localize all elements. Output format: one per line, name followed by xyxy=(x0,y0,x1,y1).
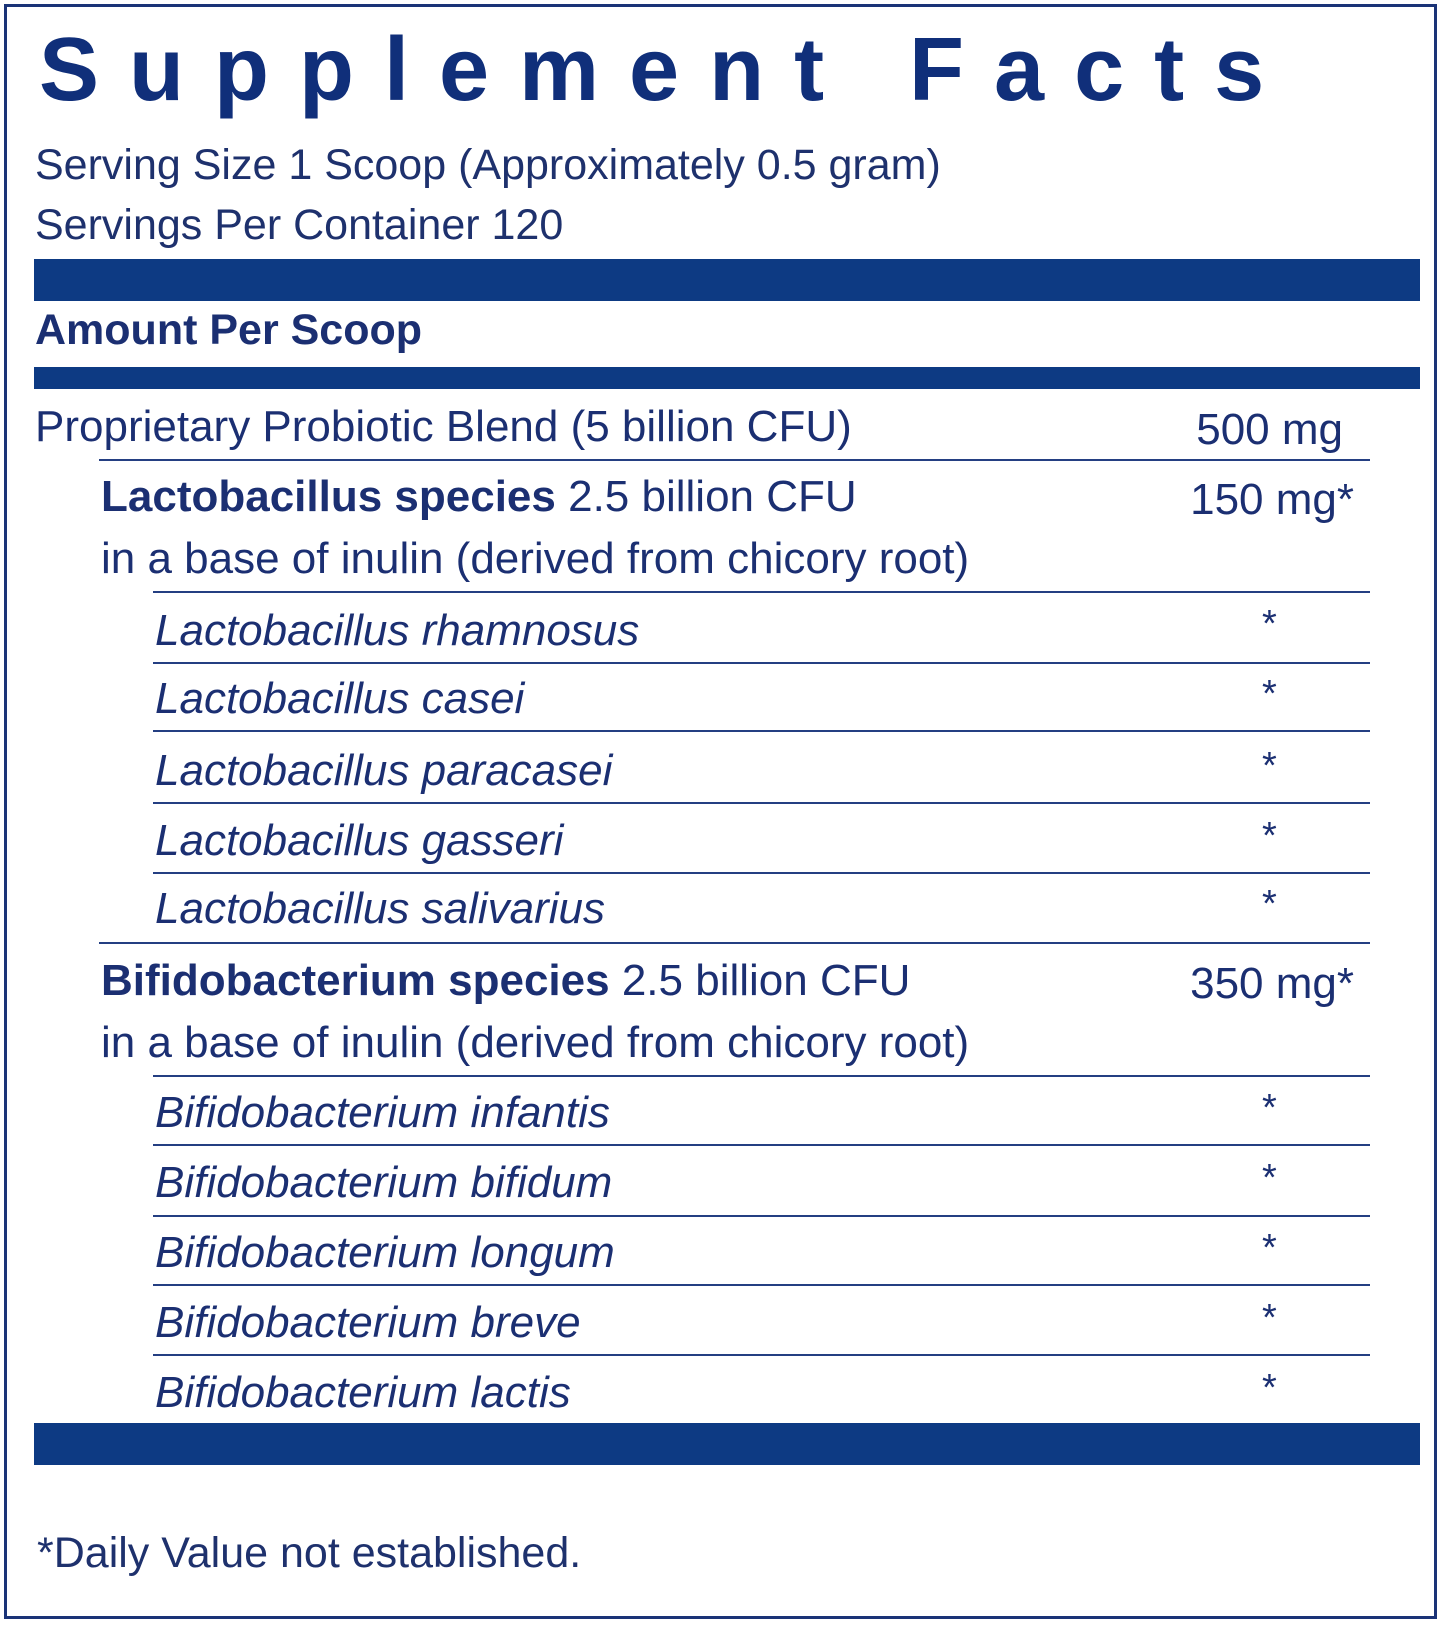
divider xyxy=(153,662,1370,664)
strain-daily-value-mark: * xyxy=(1262,883,1277,925)
strain-daily-value-mark: * xyxy=(1262,673,1277,715)
blend-name: Proprietary Probiotic Blend (5 billion CFU) xyxy=(35,402,852,451)
lacto-strain: Lactobacillus rhamnosus xyxy=(155,606,640,655)
top-thick-bar xyxy=(34,259,1420,301)
strain-daily-value-mark: * xyxy=(1262,603,1277,645)
amount-per-serving-header: Amount Per Scoop xyxy=(35,306,423,354)
panel-title: Supplement Facts xyxy=(39,20,1295,120)
lacto-strain: Lactobacillus casei xyxy=(155,674,525,723)
divider xyxy=(153,1215,1370,1217)
divider xyxy=(153,1075,1370,1077)
divider xyxy=(153,1354,1370,1356)
lacto-strain: Lactobacillus salivarius xyxy=(155,884,605,933)
strain-daily-value-mark: * xyxy=(1262,1297,1277,1339)
bifido-group-base: in a base of inulin (derived from chicory root) xyxy=(101,1018,970,1067)
lacto-group-amount: 150 mg* xyxy=(1190,475,1354,524)
blend-amount: 500 mg xyxy=(1196,405,1343,454)
bifido-group-cfu: 2.5 billion CFU xyxy=(609,956,911,1005)
bifido-strain: Bifidobacterium lactis xyxy=(155,1368,571,1417)
strain-daily-value-mark: * xyxy=(1262,1227,1277,1269)
bifido-strain: Bifidobacterium breve xyxy=(155,1298,581,1347)
divider xyxy=(153,1144,1370,1146)
lacto-group-name xyxy=(101,472,857,521)
lacto-strain: Lactobacillus paracasei xyxy=(155,746,613,795)
servings-per-container: Servings Per Container 120 xyxy=(35,201,564,250)
bifido-group-amount: 350 mg* xyxy=(1190,959,1354,1008)
bifido-strain: Bifidobacterium longum xyxy=(155,1228,615,1277)
serving-info xyxy=(35,135,941,255)
serving-size: Serving Size 1 Scoop (Approximately 0.5 gram) xyxy=(35,141,941,189)
header-divider-bar xyxy=(34,367,1420,389)
daily-value-footnote: *Daily Value not established. xyxy=(37,1529,582,1577)
strain-daily-value-mark: * xyxy=(1262,1157,1277,1199)
divider xyxy=(153,872,1370,874)
divider xyxy=(153,802,1370,804)
lacto-strain: Lactobacillus gasseri xyxy=(155,816,564,865)
divider xyxy=(153,1284,1370,1286)
divider xyxy=(153,730,1370,732)
lacto-group-cfu: 2.5 billion CFU xyxy=(555,472,857,521)
strain-daily-value-mark: * xyxy=(1262,745,1277,787)
bifido-group-bold: Bifidobacterium species xyxy=(101,956,610,1005)
divider xyxy=(153,591,1370,593)
bifido-strain: Bifidobacterium infantis xyxy=(155,1088,610,1137)
strain-daily-value-mark: * xyxy=(1262,815,1277,857)
lacto-group-base: in a base of inulin (derived from chicory root) xyxy=(101,534,970,583)
lacto-group-bold: Lactobacillus species xyxy=(101,472,556,521)
bifido-strain: Bifidobacterium bifidum xyxy=(155,1158,613,1207)
strain-daily-value-mark: * xyxy=(1262,1367,1277,1409)
divider xyxy=(99,942,1370,944)
bottom-thick-bar xyxy=(34,1423,1420,1465)
supplement-facts-panel xyxy=(4,4,1437,1619)
divider xyxy=(99,459,1370,461)
strain-daily-value-mark: * xyxy=(1262,1087,1277,1129)
bifido-group-name xyxy=(101,956,911,1005)
